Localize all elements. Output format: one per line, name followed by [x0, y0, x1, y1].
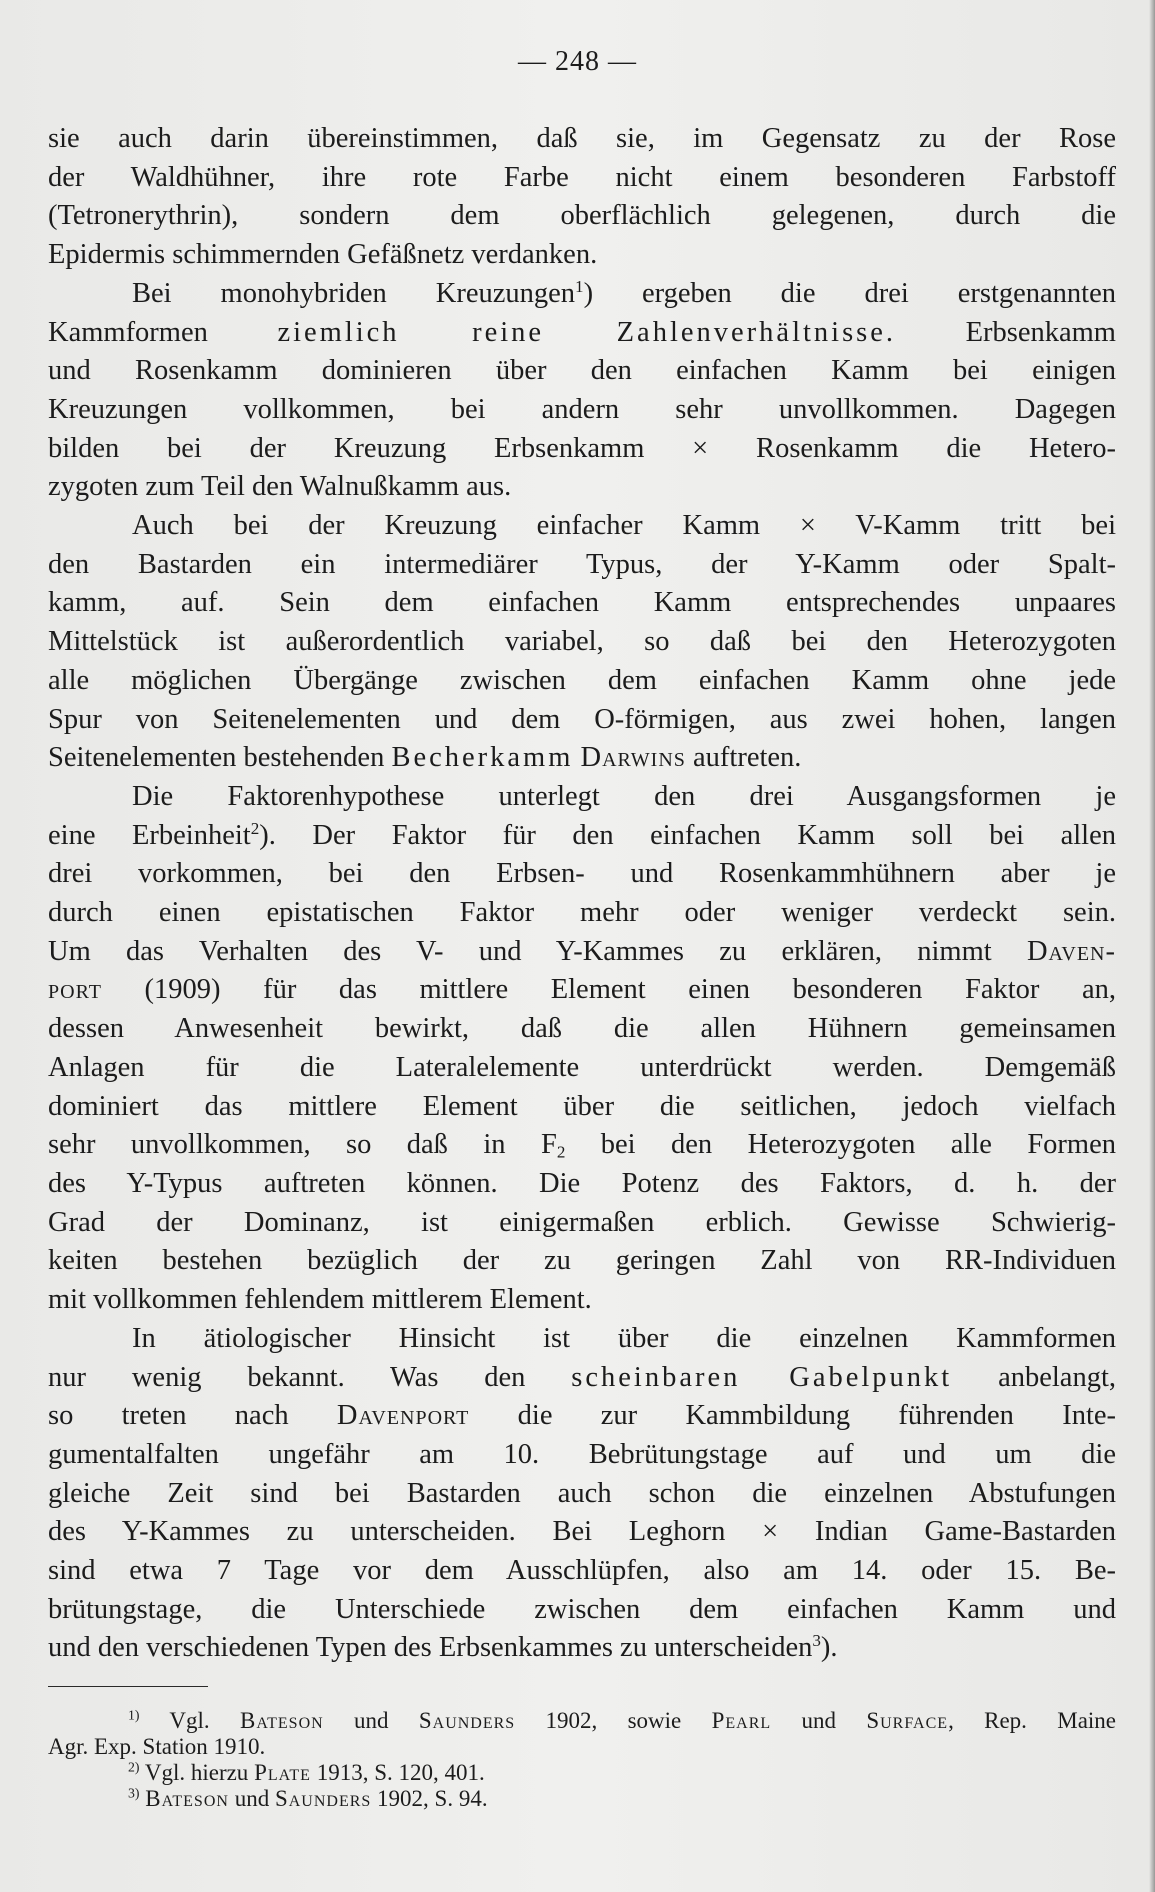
text-line: mit vollkommen fehlendem mittlerem Element.: [48, 1284, 592, 1316]
text-line: den Bastarden ein intermediärer Typus, der Y-Kamm oder Spalt-: [48, 548, 1116, 580]
text-line: zygoten zum Teil den Walnußkamm aus.: [48, 471, 512, 503]
spaced-emphasis: Becherkamm: [391, 742, 574, 774]
text-line: Kreuzungen vollkommen, bei andern sehr unvollkommen. Dagegen: [48, 393, 1116, 425]
text-line: port (1909) für das mittlere Element einen besonderen Faktor an,: [48, 974, 1116, 1006]
text-line: kamm, auf. Sein dem einfachen Kamm entsprechendes unpaares: [48, 587, 1116, 619]
author-name: Davenport: [336, 1400, 470, 1432]
text-line: des Y-Typus auftreten können. Die Potenz des Faktors, d. h. der: [48, 1167, 1116, 1199]
text-line: Grad der Dominanz, ist einigermaßen erblich. Gewisse Schwierig-: [48, 1206, 1116, 1238]
text-line: nur wenig bekannt. Was den scheinbaren Gabelpunkt anbelangt,: [48, 1361, 1116, 1393]
text-line: drei vorkommen, bei den Erbsen- und Rosenkammhühnern aber je: [48, 858, 1116, 890]
text-line: (Tetronerythrin), sondern dem oberflächlich gelegenen, durch die: [48, 200, 1116, 232]
subscript: 2: [556, 1142, 566, 1162]
paragraph-1: [48, 120, 1116, 275]
text-line: bilden bei der Kreuzung Erbsenkamm × Rosenkamm die Hetero-: [48, 432, 1116, 464]
text-line: und Rosenkamm dominieren über den einfachen Kamm bei einigen: [48, 355, 1116, 387]
footnote-divider: [48, 1686, 208, 1687]
spaced-emphasis: ziemlich reine Zahlenverhältnisse.: [277, 316, 897, 348]
footnote-ref-1: 1: [575, 276, 584, 296]
paragraph-4: [48, 778, 1116, 1320]
paragraph-3: [48, 507, 1116, 778]
text-line: Spur von Seitenelementen und dem O-förmigen, aus zwei hohen, langen: [48, 703, 1116, 735]
text-line: Bei monohybriden Kreuzungen$^1$) ergeben die drei erstgenannten: [132, 276, 1116, 309]
text-line: Anlagen für die Lateralelemente unterdrückt werden. Demgemäß: [48, 1051, 1116, 1083]
footnote-1-continuation: Agr. Exp. Station 1910.: [48, 1734, 266, 1759]
author-name: port: [48, 974, 102, 1006]
footnote-1: $^{1)}$ Vgl. Bateson und Saunders 1902, sowie Pearl und Surface, Rep. Maine: [128, 1707, 1117, 1733]
page-edge-shadow: [1149, 0, 1155, 1892]
spaced-emphasis: scheinbaren Gabelpunkt: [571, 1361, 953, 1393]
text-line: gumentalfalten ungefähr am 10. Bebrütungstage auf und um die: [48, 1438, 1116, 1470]
body-text: [48, 120, 1116, 1668]
paragraph-5: [48, 1320, 1116, 1668]
text-line: Mittelstück ist außerordentlich variabel, so daß bei den Heterozygoten: [48, 626, 1116, 658]
text-line: Um das Verhalten des V- und Y-Kammes zu erklären, nimmt Daven-: [48, 935, 1116, 967]
footnote-ref-2: 2: [250, 818, 260, 838]
page-number: — 248 —: [518, 46, 637, 77]
text-line: so treten nach Davenport die zur Kammbildung führenden Inte-: [48, 1400, 1117, 1432]
text-line: und den verschiedenen Typen des Erbsenkammes zu unterscheiden$^3$).: [48, 1631, 838, 1664]
text-line: gleiche Zeit sind bei Bastarden auch schon die einzelnen Abstufungen: [48, 1477, 1116, 1509]
text-line: Kammformen ziemlich reine Zahlenverhältnisse. Erbsenkamm: [48, 316, 1116, 348]
footnote-ref-3: 3: [812, 1631, 821, 1651]
text-line: der Waldhühner, ihre rote Farbe nicht einem besonderen Farbstoff: [48, 161, 1116, 193]
text-line: des Y-Kammes zu unterscheiden. Bei Leghorn × Indian Game-Bastarden: [48, 1516, 1116, 1548]
footnotes: [48, 1708, 1116, 1812]
text-line: durch einen epistatischen Faktor mehr oder weniger verdeckt sein.: [48, 897, 1116, 929]
text-line: Auch bei der Kreuzung einfacher Kamm × V-Kamm tritt bei: [132, 510, 1116, 542]
text-line: Seitenelementen bestehenden Becherkamm Darwins auftreten.: [48, 742, 802, 774]
footnote-2: $^{2)}$ Vgl. hierzu Plate 1913, S. 120, 401.: [128, 1759, 485, 1785]
text-line: Epidermis schimmernden Gefäßnetz verdanken.: [48, 239, 598, 271]
text-line: sehr unvollkommen, so daß in $F_2$ bei den Heterozygoten alle Formen: [48, 1129, 1116, 1162]
text-line: keiten bestehen bezüglich der zu geringen Zahl von RR-Individuen: [48, 1245, 1116, 1277]
text-line: dominiert das mittlere Element über die seitlichen, jedoch vielfach: [48, 1090, 1116, 1122]
text-line: eine Erbeinheit$^2$). Der Faktor für den einfachen Kamm soll bei allen: [48, 818, 1116, 851]
author-name: Darwins: [580, 742, 686, 774]
text-line: sind etwa 7 Tage vor dem Ausschlüpfen, also am 14. oder 15. Be-: [48, 1555, 1116, 1587]
text-line: Die Faktorenhypothese unterlegt den drei Ausgangsformen je: [132, 780, 1116, 812]
footnote-3: $^{3)}$ Bateson und Saunders 1902, S. 94.: [128, 1785, 488, 1811]
text-line: dessen Anwesenheit bewirkt, daß die allen Hühnern gemeinsamen: [48, 1013, 1116, 1045]
text-line: sie auch darin übereinstimmen, daß sie, im Gegensatz zu der Rose: [48, 123, 1116, 154]
author-name: Daven-: [1026, 935, 1116, 967]
text-line: alle möglichen Übergänge zwischen dem einfachen Kamm ohne jede: [48, 664, 1116, 696]
text-line: brütungstage, die Unterschiede zwischen dem einfachen Kamm und: [48, 1593, 1116, 1625]
text-line: In ätiologischer Hinsicht ist über die einzelnen Kammformen: [132, 1322, 1116, 1354]
paragraph-2: [48, 275, 1116, 507]
